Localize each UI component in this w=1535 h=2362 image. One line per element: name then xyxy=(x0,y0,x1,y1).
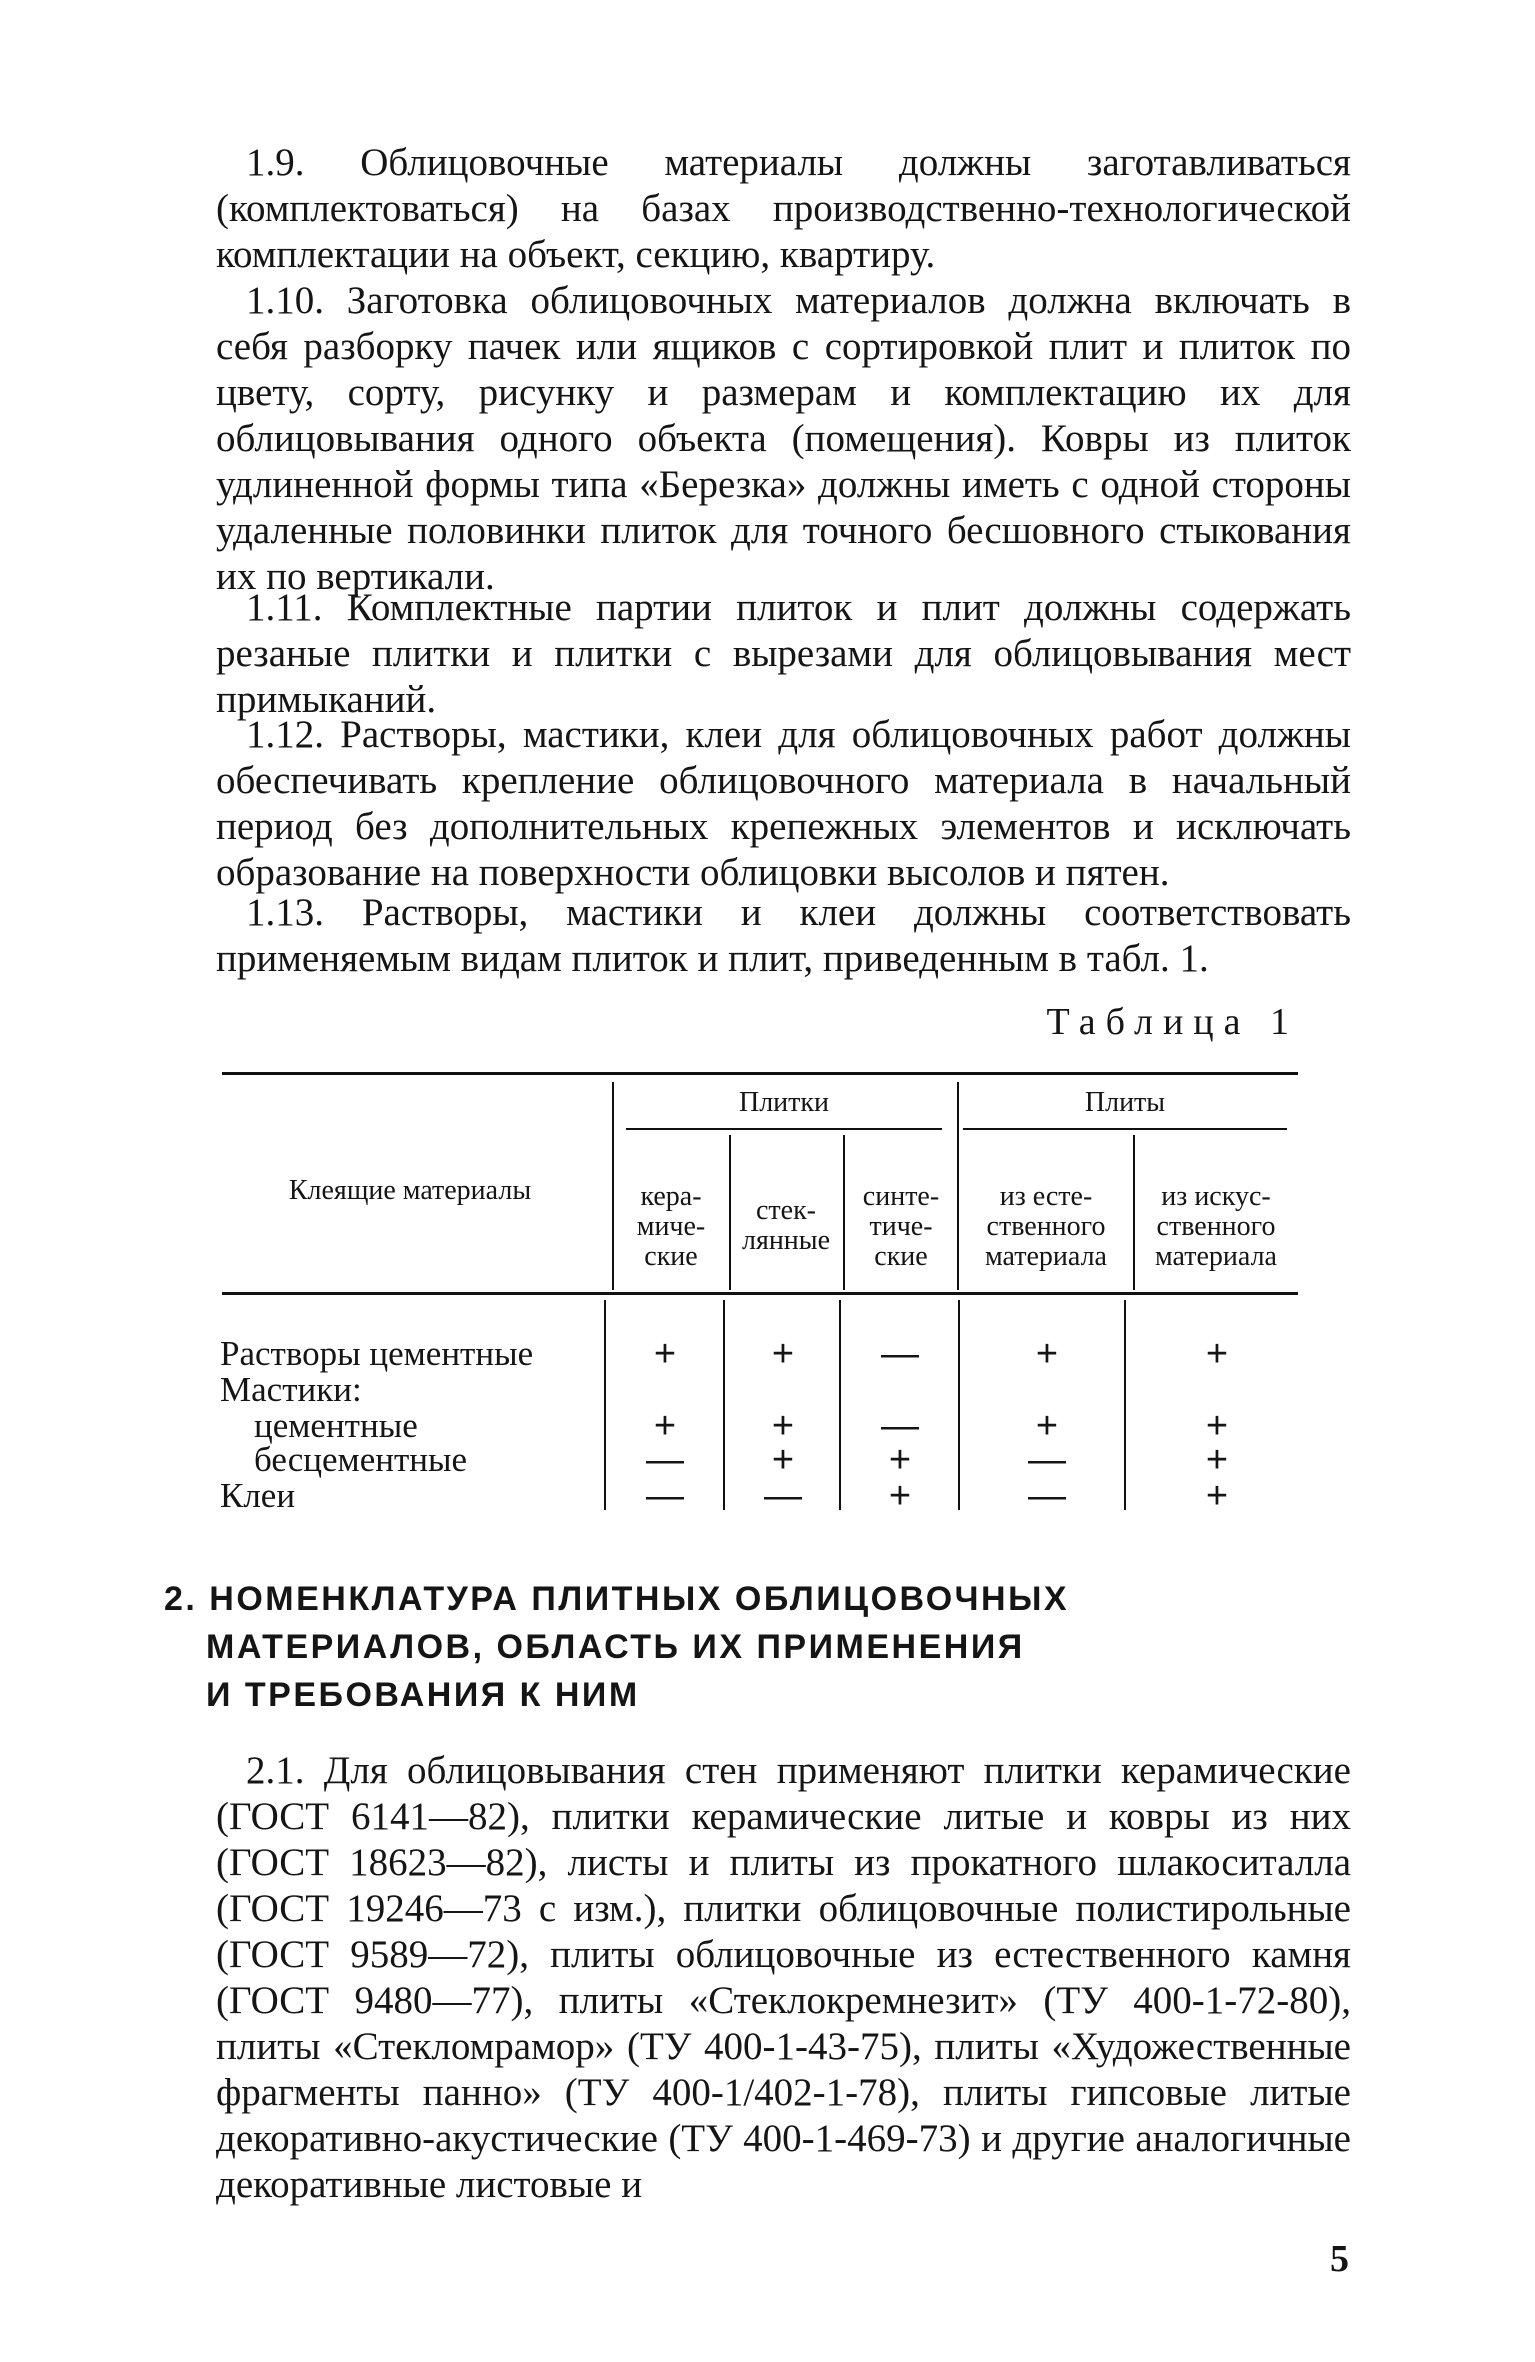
table-cell: + xyxy=(1205,1439,1229,1481)
table-cell: + xyxy=(1205,1333,1229,1375)
table-cell: + xyxy=(1035,1405,1059,1447)
header-artificial-material: из искус- ственного материала xyxy=(1155,1181,1277,1272)
table-cell: — xyxy=(646,1439,684,1481)
table-cell: — xyxy=(1028,1475,1066,1517)
table-cell: + xyxy=(1205,1475,1229,1517)
header-glass: стек- лянные xyxy=(741,1195,831,1256)
row-label-cement: цементные xyxy=(254,1406,418,1445)
table-cell: + xyxy=(1205,1405,1229,1447)
table-cell: + xyxy=(771,1405,795,1447)
table-cell: — xyxy=(1028,1439,1066,1481)
table-cell: — xyxy=(881,1333,919,1375)
section-2-heading: 2. НОМЕНКЛАТУРА ПЛИТНЫХ ОБЛИЦОВОЧНЫХ МАТЕРИАЛОВ, ОБЛАСТЬ ИХ ПРИМЕНЕНИЯ И ТРЕБОВАНИЯ К НИМ xyxy=(164,1580,1070,1714)
table-cell: + xyxy=(888,1475,912,1517)
table-cell: — xyxy=(881,1405,919,1447)
table-cell: + xyxy=(653,1333,677,1375)
tiles-group-rule xyxy=(626,1128,942,1130)
row-label-cementless: бесцементные xyxy=(254,1440,468,1479)
table-cell: + xyxy=(653,1405,677,1447)
header-synthetic: синте- тичe- ские xyxy=(862,1181,940,1272)
table-cell: + xyxy=(888,1439,912,1481)
table-cell: + xyxy=(771,1333,795,1375)
header-tiles: Плитки xyxy=(738,1087,829,1118)
header-ceramic: кера- мичe- ские xyxy=(636,1181,706,1272)
paragraph-1-10: 1.10. Заготовка облицовочных материалов должна включать в себя разборку пачек или ящиков с сортировкой плит и плиток по цвету, сорту, рисунку и размерам и комплектацию их для облицовывания одного объекта (помещения). Ковры из плиток удлиненной формы типа «Березка» должны иметь с одной стороны удаленные половинки плиток для точного бесшовного стыкования их по вертикали. xyxy=(216,279,1351,598)
page-number: 5 xyxy=(1330,2238,1349,2280)
row-label-mastics: Мастики: xyxy=(220,1370,362,1409)
slabs-group-rule xyxy=(963,1128,1287,1130)
row-label-cement-mortars: Растворы цементные xyxy=(220,1334,534,1373)
header-natural-material: из есте- ственного материала xyxy=(985,1181,1107,1272)
table-cell: + xyxy=(771,1439,795,1481)
table-caption: Таблица 1 xyxy=(1046,1001,1299,1043)
paragraph-1-9: 1.9. Облицовочные материалы должны заготавливаться (комплектоваться) на базах производственно-технологической комплектации на объект, секцию, квартиру. xyxy=(216,141,1351,276)
header-slabs: Плиты xyxy=(1084,1087,1166,1118)
paragraph-2-1: 2.1. Для облицовывания стен применяют плитки керамические (ГОСТ 6141—82), плитки керамические литые и ковры из них (ГОСТ 18623—82), листы и плиты из прокатного шлакоситалла (ГОСТ 19246—73 с изм.), плитки облицовочные полистирольные (ГОСТ 9589—72), плиты облицовочные из естественного камня (ГОСТ 9480—77), плиты «Стеклокремнезит» (ТУ 400-1-72-80), плиты «Стекломрамор» (ТУ 400-1-43-75), плиты «Художественные фрагменты панно» (ТУ 400-1/402-1-78), плиты гипсовые литые декоративно-акустические (ТУ 400-1-469-73) и другие аналогичные декоративные листовые и xyxy=(216,1749,1351,2206)
row-label-glues: Клеи xyxy=(220,1476,296,1515)
paragraph-1-12: 1.12. Растворы, мастики, клеи для облицовочных работ должны обеспечивать крепление облицовочного материала в начальный период без дополнительных крепежных элементов и исключать образование на поверхности облицовки высолов и пятен. xyxy=(216,713,1351,894)
paragraph-1-13: 1.13. Растворы, мастики и клеи должны соответствовать применяемым видам плиток и плит, приведенным в табл. 1. xyxy=(216,891,1351,980)
table-header-rule xyxy=(222,1292,1298,1295)
table-cell: — xyxy=(646,1475,684,1517)
table-cell: — xyxy=(764,1475,802,1517)
table-top-rule xyxy=(222,1072,1298,1075)
paragraph-1-11: 1.11. Комплектные партии плиток и плит должны содержать резаные плитки и плитки с вырезами для облицовывания мест примыканий. xyxy=(216,586,1351,721)
header-adhesive-materials: Клеящие материалы xyxy=(288,1175,532,1206)
table-cell: + xyxy=(1035,1333,1059,1375)
